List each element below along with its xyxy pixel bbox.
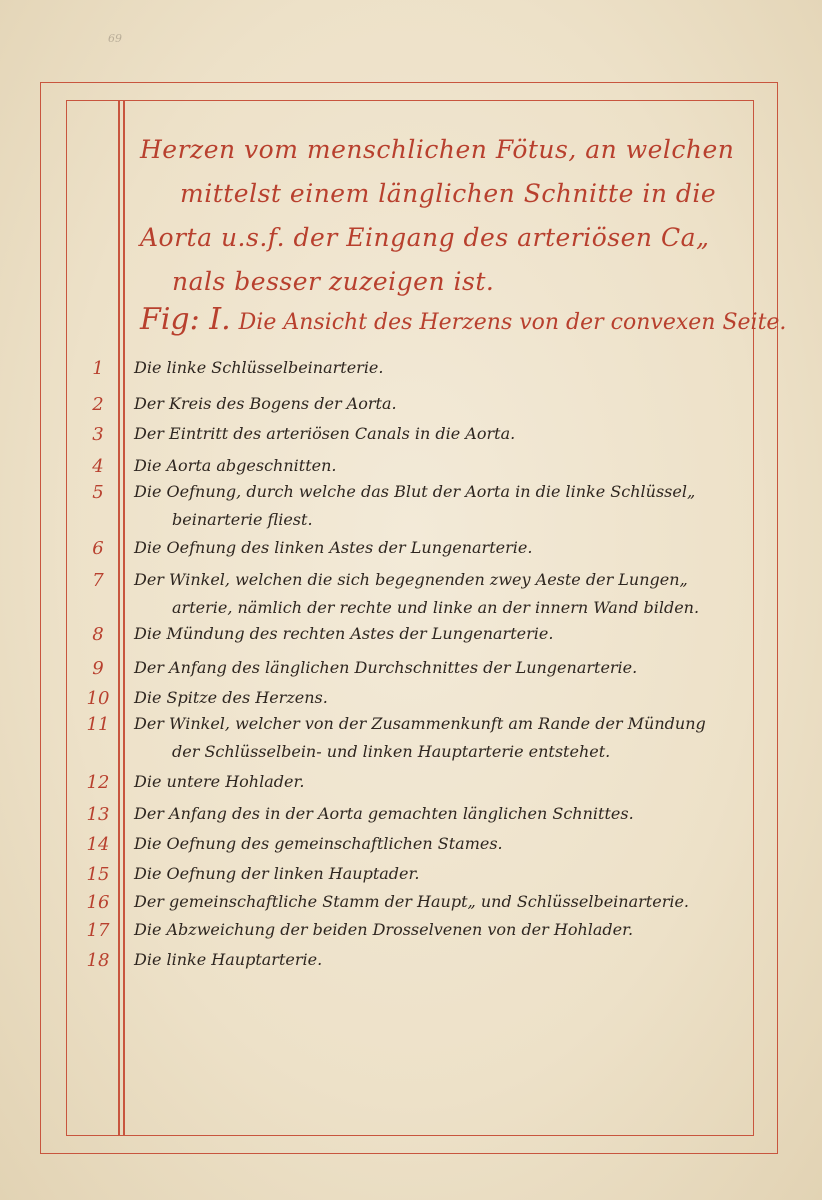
item-number: 8 xyxy=(92,624,104,645)
item-text: Der Eintritt des arteriösen Canals in die Aorta. xyxy=(134,424,516,443)
item-text: Der Anfang des in der Aorta gemachten länglichen Schnittes. xyxy=(134,804,634,823)
item-text: Die Spitze des Herzens. xyxy=(134,688,328,707)
item-text: Der gemeinschaftliche Stamm der Haupt„ und Schlüsselbeinarterie. xyxy=(134,892,690,911)
figure-label: Fig: I. xyxy=(140,302,231,337)
item-text: Die Oefnung des gemeinschaftlichen Stames. xyxy=(134,834,503,853)
item-number: 15 xyxy=(86,864,110,885)
item-number: 1 xyxy=(92,358,104,379)
item-text: Die Abzweichung der beiden Drosselvenen von der Hohlader. xyxy=(134,920,634,939)
item-text-continuation: der Schlüsselbein- und linken Hauptarterie entstehet. xyxy=(172,742,611,761)
item-number: 7 xyxy=(92,570,104,591)
item-text: Die Mündung des rechten Astes der Lungenarterie. xyxy=(134,624,554,643)
title-line: mittelst einem länglichen Schnitte in die xyxy=(180,179,717,208)
item-number: 14 xyxy=(86,834,110,855)
page-title xyxy=(140,128,740,304)
item-text: Die linke Hauptarterie. xyxy=(134,950,323,969)
pencil-page-number: 69 xyxy=(108,32,122,45)
item-text-continuation: beinarterie fliest. xyxy=(172,510,313,529)
item-number: 3 xyxy=(92,424,104,445)
item-number: 4 xyxy=(92,456,104,477)
title-line: Aorta u.s.f. der Eingang des arteriösen Ca„ xyxy=(140,223,710,252)
item-number: 16 xyxy=(86,892,110,913)
item-text: Die Oefnung, durch welche das Blut der Aorta in die linke Schlüssel„ xyxy=(134,482,696,501)
item-number: 18 xyxy=(86,950,110,971)
item-number: 6 xyxy=(92,538,104,559)
title-line: Herzen vom menschlichen Fötus, an welchen xyxy=(140,135,735,164)
item-text: Die Oefnung des linken Astes der Lungenarterie. xyxy=(134,538,533,557)
item-text: Der Winkel, welcher von der Zusammenkunft am Rande der Mündung xyxy=(134,714,706,733)
item-number: 2 xyxy=(92,394,104,415)
item-text: Der Kreis des Bogens der Aorta. xyxy=(134,394,397,413)
item-number: 9 xyxy=(92,658,104,679)
item-number: 5 xyxy=(92,482,104,503)
item-text-continuation: arterie, nämlich der rechte und linke an der innern Wand bilden. xyxy=(172,598,700,617)
title-line: nals besser zuzeigen ist. xyxy=(172,267,495,296)
item-text: Der Winkel, welchen die sich begegnenden zwey Aeste der Lungen„ xyxy=(134,570,688,589)
item-number: 12 xyxy=(86,772,110,793)
figure-heading xyxy=(140,302,787,337)
item-number: 17 xyxy=(86,920,110,941)
item-text: Der Anfang des länglichen Durchschnittes der Lungenarterie. xyxy=(134,658,638,677)
item-text: Die untere Hohlader. xyxy=(134,772,305,791)
item-text: Die linke Schlüsselbeinarterie. xyxy=(134,358,384,377)
figure-caption: Die Ansicht des Herzens von der convexen Seite. xyxy=(238,310,787,335)
margin-rule-thin xyxy=(118,101,120,1135)
item-text: Die Aorta abgeschnitten. xyxy=(134,456,337,475)
margin-rule-thick xyxy=(123,101,125,1135)
item-number: 10 xyxy=(86,688,110,709)
item-number: 13 xyxy=(86,804,110,825)
item-number: 11 xyxy=(86,714,110,735)
item-text: Die Oefnung der linken Hauptader. xyxy=(134,864,420,883)
